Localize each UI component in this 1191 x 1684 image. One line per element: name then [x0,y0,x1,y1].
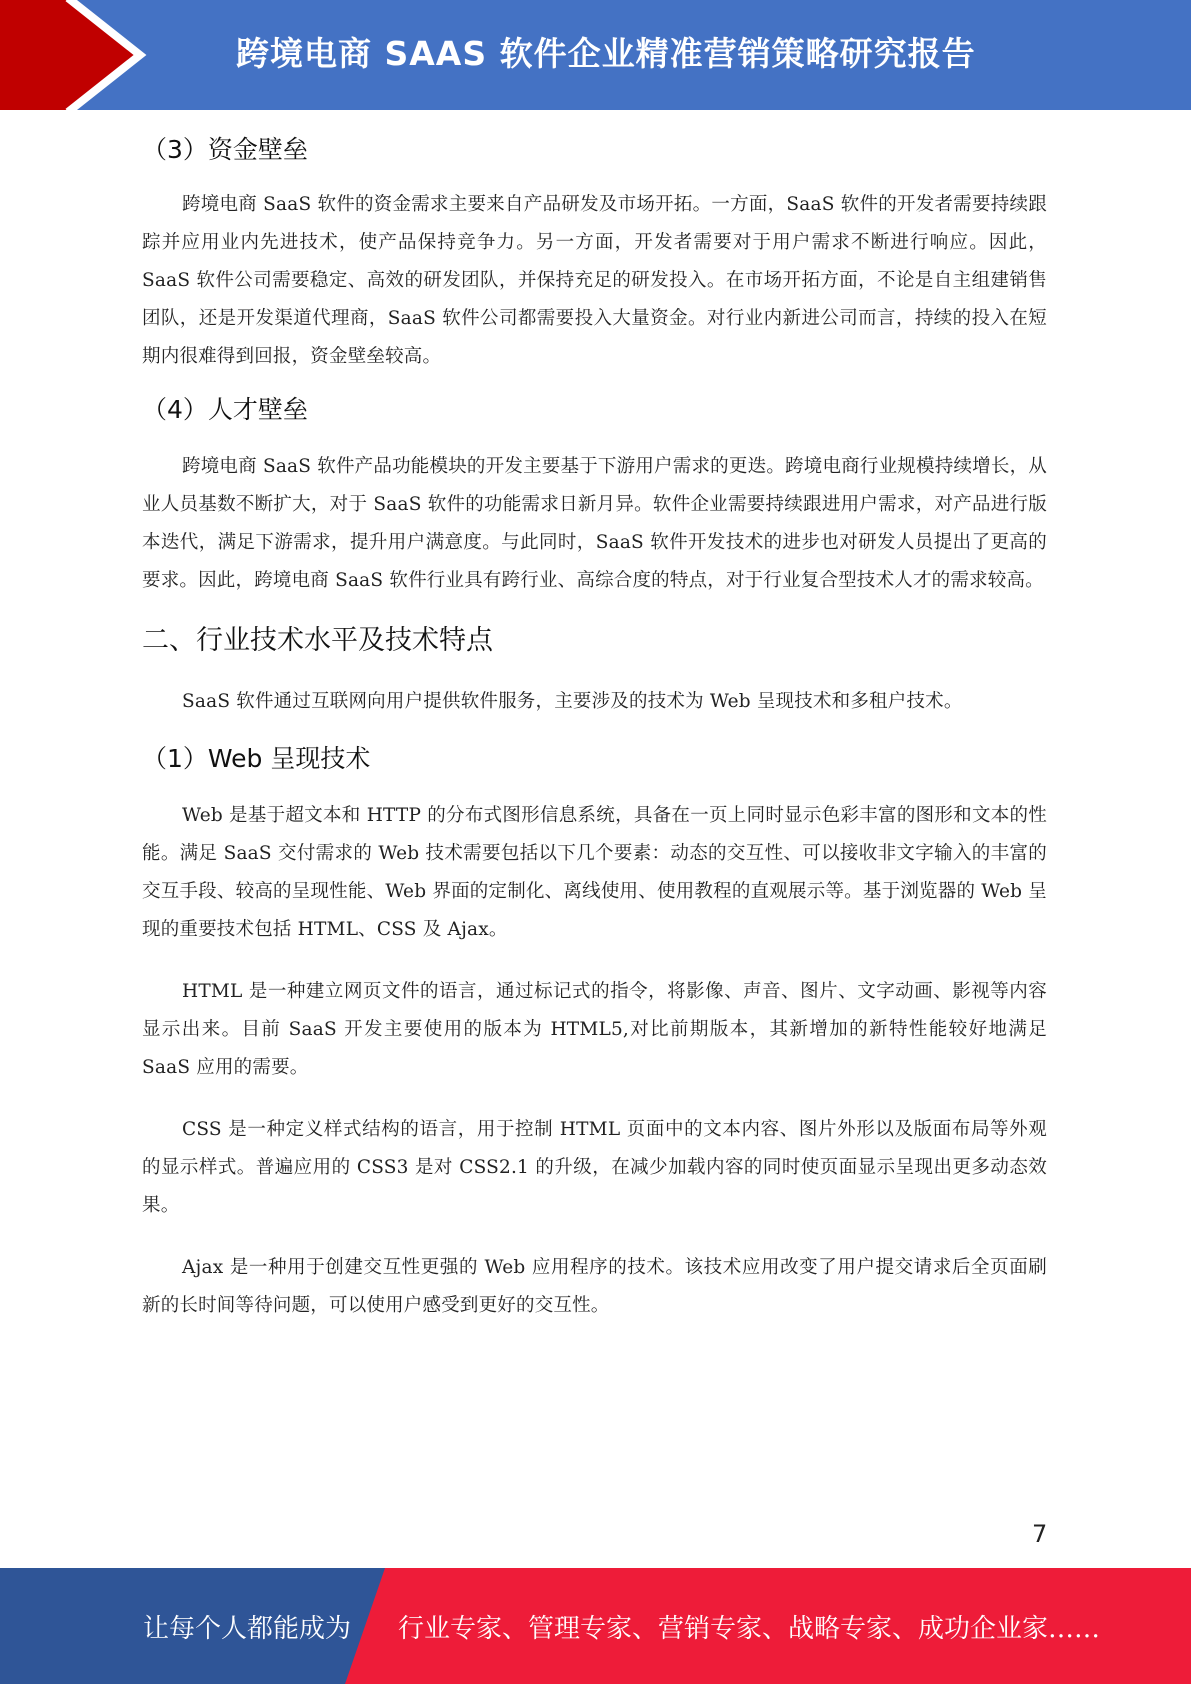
paragraph-web: Web 是基于超文本和 HTTP 的分布式图形信息系统，具备在一页上同时显示色彩丰富的图形和文本的性能。满足 SaaS 交付需求的 Web 技术需要包括以下几个要素：动态的交互性、可以接收非文字输入的丰富的交互手段、较高的呈现性能、Web 界面的定制化、离线使用、使用教程的直观展示等。基于浏览器的 Web 呈现的重要技术包括 HTML、CSS 及 Ajax。 [142,805,1047,940]
footer-slogan-left: 让每个人都能成为 [143,1614,352,1644]
red-chevron-decoration [0,0,160,110]
paragraph-capital-barrier: 跨境电商 SaaS 软件的资金需求主要来自产品研发及市场开拓。一方面，SaaS 软件的开发者需要持续跟踪并应用业内先进技术，使产品保持竞争力。另一方面，开发者需要对于用户需求不断进行响应。因此，SaaS 软件公司需要稳定、高效的研发团队，并保持充足的研发投入。在市场开拓方面，不论是自主组建销售团队，还是开发渠道代理商，SaaS 软件公司都需要投入大量资金。对行业内新进公司而言，持续的投入在短期内很难得到回报，资金壁垒较高。 [142,194,1047,367]
paragraph-html: HTML 是一种建立网页文件的语言，通过标记式的指令，将影像、声音、图片、文字动画、影视等内容显示出来。目前 SaaS 开发主要使用的版本为 HTML5,对比前期版本，其新增加的新特性能较好地满足 SaaS 应用的需要。 [142,981,1047,1078]
paragraph-ajax: Ajax 是一种用于创建交互性更强的 Web 应用程序的技术。该技术应用改变了用户提交请求后全页面刷新的长时间等待问题，可以使用户感受到更好的交互性。 [142,1257,1047,1316]
document-body [142,120,1047,1325]
footer-slogan-right: 行业专家、管理专家、营销专家、战略专家、成功企业家…… [398,1614,1101,1644]
paragraph-talent-barrier: 跨境电商 SaaS 软件产品功能模块的开发主要基于下游用户需求的更迭。跨境电商行业规模持续增长，从业人员基数不断扩大，对于 SaaS 软件的功能需求日新月异。软件企业需要持续跟进用户需求，对产品进行版本迭代，满足下游需求，提升用户满意度。与此同时，SaaS 软件开发技术的进步也对研发人员提出了更高的要求。因此，跨境电商 SaaS 软件行业具有跨行业、高综合度的特点，对于行业复合型技术人才的需求较高。 [142,456,1047,591]
paragraph-tech-intro: SaaS 软件通过互联网向用户提供软件服务，主要涉及的技术为 Web 呈现技术和多租户技术。 [182,691,963,712]
subheading-capital-barrier: （3）资金壁垒 [142,135,308,164]
paragraph-css: CSS 是一种定义样式结构的语言，用于控制 HTML 页面中的文本内容、图片外形以及版面布局等外观的显示样式。普遍应用的 CSS3 是对 CSS2.1 的升级，在减少加载内容的同时使页面显示呈现出更多动态效果。 [142,1119,1047,1216]
subheading-talent-barrier: （4）人才壁垒 [142,395,308,424]
section-heading-tech: 二、行业技术水平及技术特点 [142,625,493,656]
page-footer-banner [0,1568,1191,1684]
report-title: 跨境电商 SAAS 软件企业精准营销策略研究报告 [236,34,976,73]
subheading-web-tech: （1）Web 呈现技术 [142,744,371,773]
page-header-banner [0,0,1191,110]
page-number: 7 [1032,1520,1048,1548]
